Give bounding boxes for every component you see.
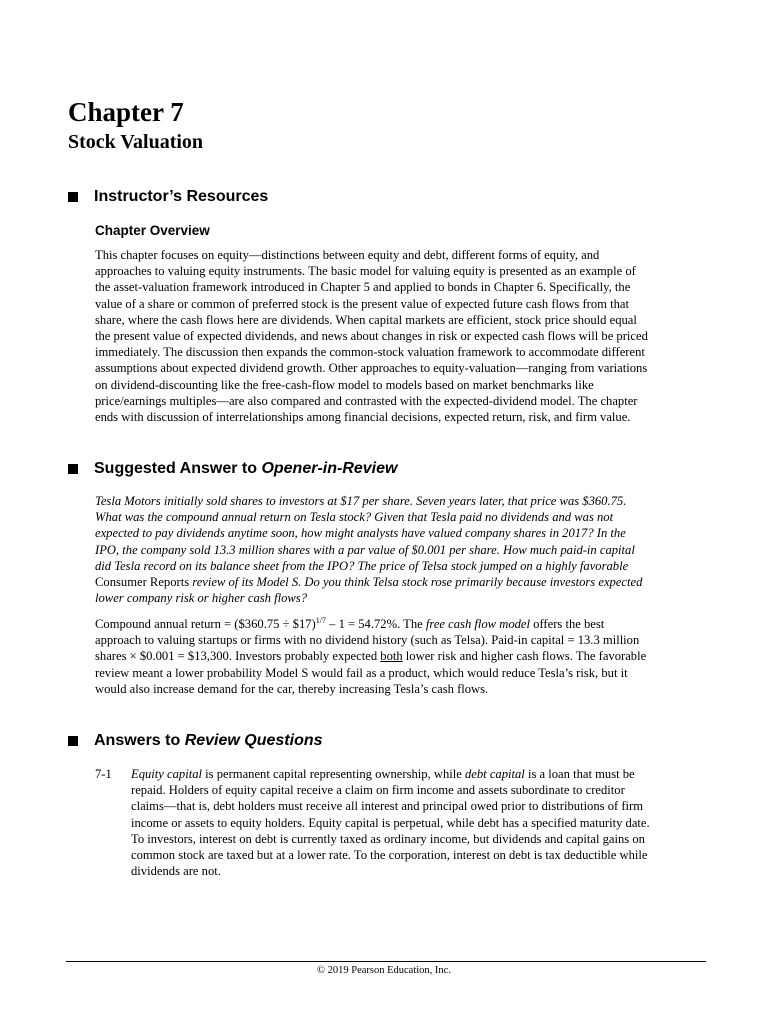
section-heading-italic: Review Questions: [184, 732, 323, 749]
text-underlined: both: [380, 649, 403, 664]
text-line: the asset-valuation framework introduced in Chapter 5 and applied to bonds in Chapter 6. Specifically, the: [95, 280, 631, 295]
text-line: income or assets to equity holders. Equity capital is perpetual, while debt has a specified maturity date.: [131, 815, 650, 830]
review-answer-paragraph: [131, 766, 715, 879]
section-answers-review-questions: [68, 731, 323, 751]
text-fragment: lower risk and higher cash flows. The favorable: [402, 649, 647, 664]
text-line: lower company risk or higher cash flows?: [95, 591, 307, 606]
text-line: value of a share or common of preferred stock is the present value of expected future cash flows from that: [95, 296, 629, 311]
text-line: repaid. Holders of equity capital receive a claim on firm income and assets subordinate to creditor: [131, 783, 625, 798]
text-fragment: review of its Model S. Do you think Telsa stock rose primarily because investors expected: [189, 575, 643, 590]
text-line: This chapter focuses on equity—distinctions between equity and debt, different forms of equity, and: [95, 248, 600, 262]
chapter-title: Stock Valuation: [68, 131, 204, 153]
text-line: claims—that is, debt holders must receive all interest and principal owed prior to distributions of firm: [131, 799, 644, 814]
square-bullet-icon: [68, 192, 78, 202]
section-suggested-answer: [68, 459, 397, 479]
section-heading-text: Instructor’s Resources: [94, 188, 269, 205]
text-italic: Equity capital: [131, 767, 202, 781]
exponent: 1/7: [315, 615, 326, 625]
text-line: approach to valuing startups or firms with no dividend history (such as Telsa). Paid-in capital = 13.3 million: [95, 633, 640, 648]
text-fragment: is a loan that must be: [524, 767, 635, 781]
text-line: approaches to valuing equity instruments. The basic model for valuing equity is presented as an example of: [95, 264, 636, 279]
section-instructors-resources: [68, 187, 268, 207]
text-line: price/earnings multiples—are also compared and contrasted with the expected-dividend model. The chapter: [95, 393, 638, 408]
text-fragment: is permanent capital representing ownership, while: [202, 767, 465, 781]
text-fragment: offers the best: [530, 617, 605, 631]
text-line: [131, 766, 715, 782]
chapter-overview-heading: Chapter Overview: [95, 223, 210, 238]
text-line: IPO, the company sold 13.3 million shares with a par value of $0.001 per share. How much paid-in capital: [95, 542, 635, 557]
text-line: would also increase demand for the car, thereby increasing Tesla’s cash flows.: [95, 681, 489, 696]
square-bullet-icon: [68, 464, 78, 474]
text-fragment: Compound annual return = ($360.75 ÷ $17): [95, 617, 316, 631]
text-line: share, where the cash flows here are dividends. When capital markets are efficient, stock price should equal: [95, 312, 637, 327]
text-fragment: shares × $0.001 = $13,300. Investors probably expected: [95, 649, 381, 664]
opener-answer-paragraph: [95, 616, 715, 697]
square-bullet-icon: [68, 736, 78, 746]
text-fragment: – 1 = 54.72%. The: [325, 617, 426, 631]
opener-question-paragraph: [95, 493, 715, 606]
text-line: common stock are taxed but at a lower rate. To the corporation, interest on debt is tax deductible while: [131, 848, 648, 863]
section-heading-text: Suggested Answer to: [94, 460, 262, 477]
footer-copyright: © 2019 Pearson Education, Inc.: [317, 965, 451, 976]
chapter-overview-paragraph: [95, 247, 715, 425]
publication-name: Consumer Reports: [95, 575, 190, 590]
text-line: expected to pay dividends anytime soon, how might analysts have valued company shares in 2017? In the: [95, 526, 626, 541]
text-line: ends with discussion of interrelationships among financial decisions, expected return, risk, and firm value.: [95, 410, 631, 425]
text-line: [95, 574, 715, 590]
review-question-number: 7-1: [95, 767, 112, 781]
text-line: What was the compound annual return on Tesla stock? Given that Tesla paid no dividends and was not: [95, 510, 614, 525]
text-line: did Tesla record on its balance sheet from the IPO? The price of Telsa stock jumped on a highly favorable: [95, 558, 629, 573]
text-line: [95, 648, 715, 664]
text-italic: free cash flow model: [425, 617, 531, 631]
text-line: review meant a lower probability Model S would fail as a product, which would reduce Tesla’s risk, but it: [95, 665, 628, 680]
section-heading-italic: Opener-in-Review: [261, 460, 398, 477]
text-line: on dividend-discounting like the free-cash-flow model to models based on market benchmarks like: [95, 377, 594, 392]
text-line: immediately. The discussion then expands the common-stock valuation framework to accommodate different: [95, 345, 645, 360]
text-line: assumptions about expected dividend growth. Other approaches to equity-valuation—ranging from variations: [95, 361, 648, 376]
text-line: the present value of expected dividends, and news about changes in risk or expected cash flows will be priced: [95, 329, 648, 344]
text-line: Tesla Motors initially sold shares to investors at $17 per share. Seven years later, that price was $360.75.: [95, 494, 627, 508]
text-italic: debt capital: [465, 767, 525, 781]
section-heading-text: Answers to: [94, 732, 185, 749]
text-line: [95, 616, 715, 632]
text-line: dividends are not.: [131, 864, 221, 879]
chapter-number: Chapter 7: [68, 97, 184, 127]
text-line: To investors, interest on debt is currently taxed as ordinary income, but dividends and capital gains on: [131, 831, 645, 846]
footer-divider: [66, 961, 706, 962]
